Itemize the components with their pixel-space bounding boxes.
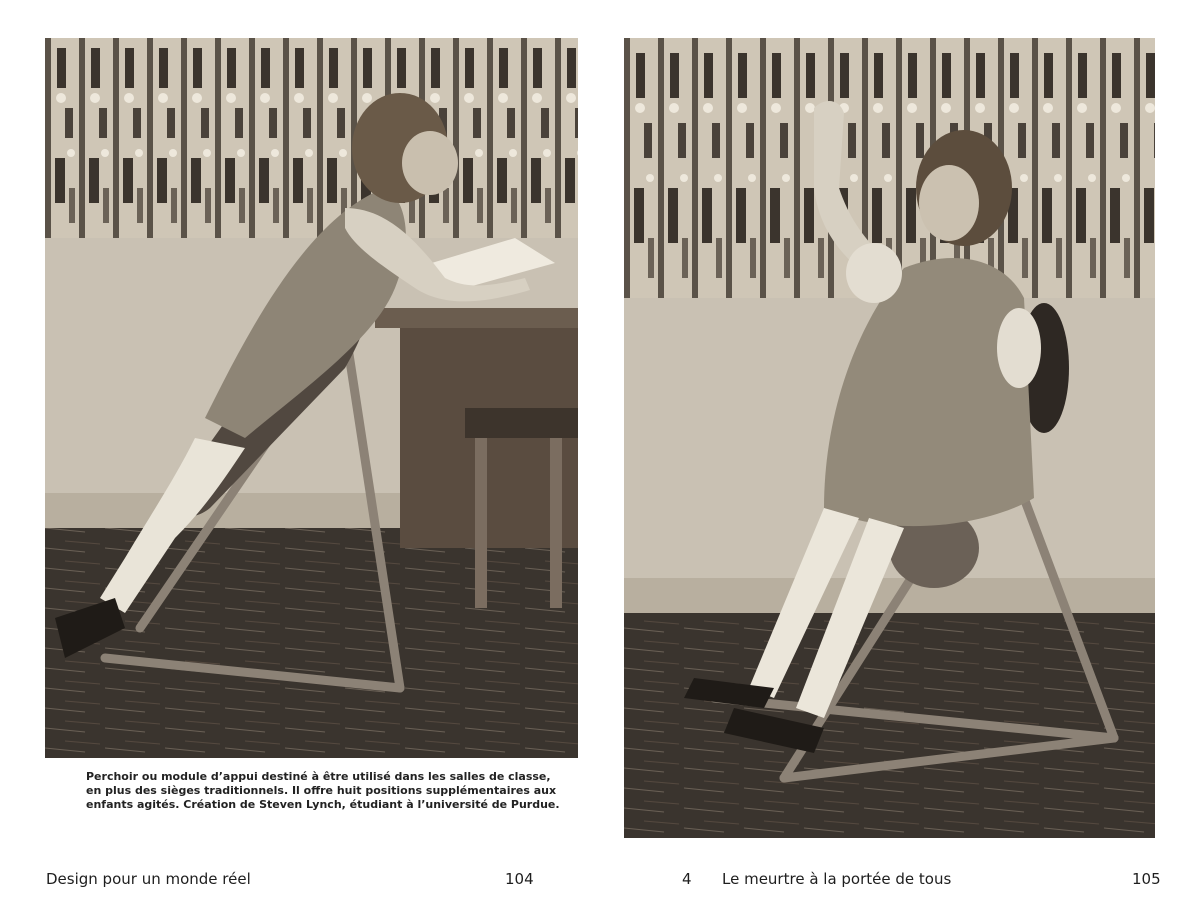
right-page-number: 105 [1132, 870, 1161, 888]
chapter-number: 4 [682, 870, 692, 888]
caption-line: Perchoir ou module d’appui destiné à être utilisé dans les salles de classe, [86, 770, 551, 783]
right-photo [624, 38, 1155, 838]
caption-line: en plus des sièges traditionnels. Il offre huit positions supplémentaires aux [86, 784, 557, 797]
right-running-title: Le meurtre à la portée de tous [722, 870, 952, 888]
left-running-title: Design pour un monde réel [46, 870, 251, 888]
caption-line: enfants agités. Création de Steven Lynch, étudiant à l’université de Purdue. [86, 798, 560, 811]
photo-caption [86, 770, 560, 812]
left-photo-image-icon [45, 38, 578, 758]
right-photo-image-icon [624, 38, 1155, 838]
left-photo [45, 38, 578, 758]
left-page-number: 104 [505, 870, 534, 888]
